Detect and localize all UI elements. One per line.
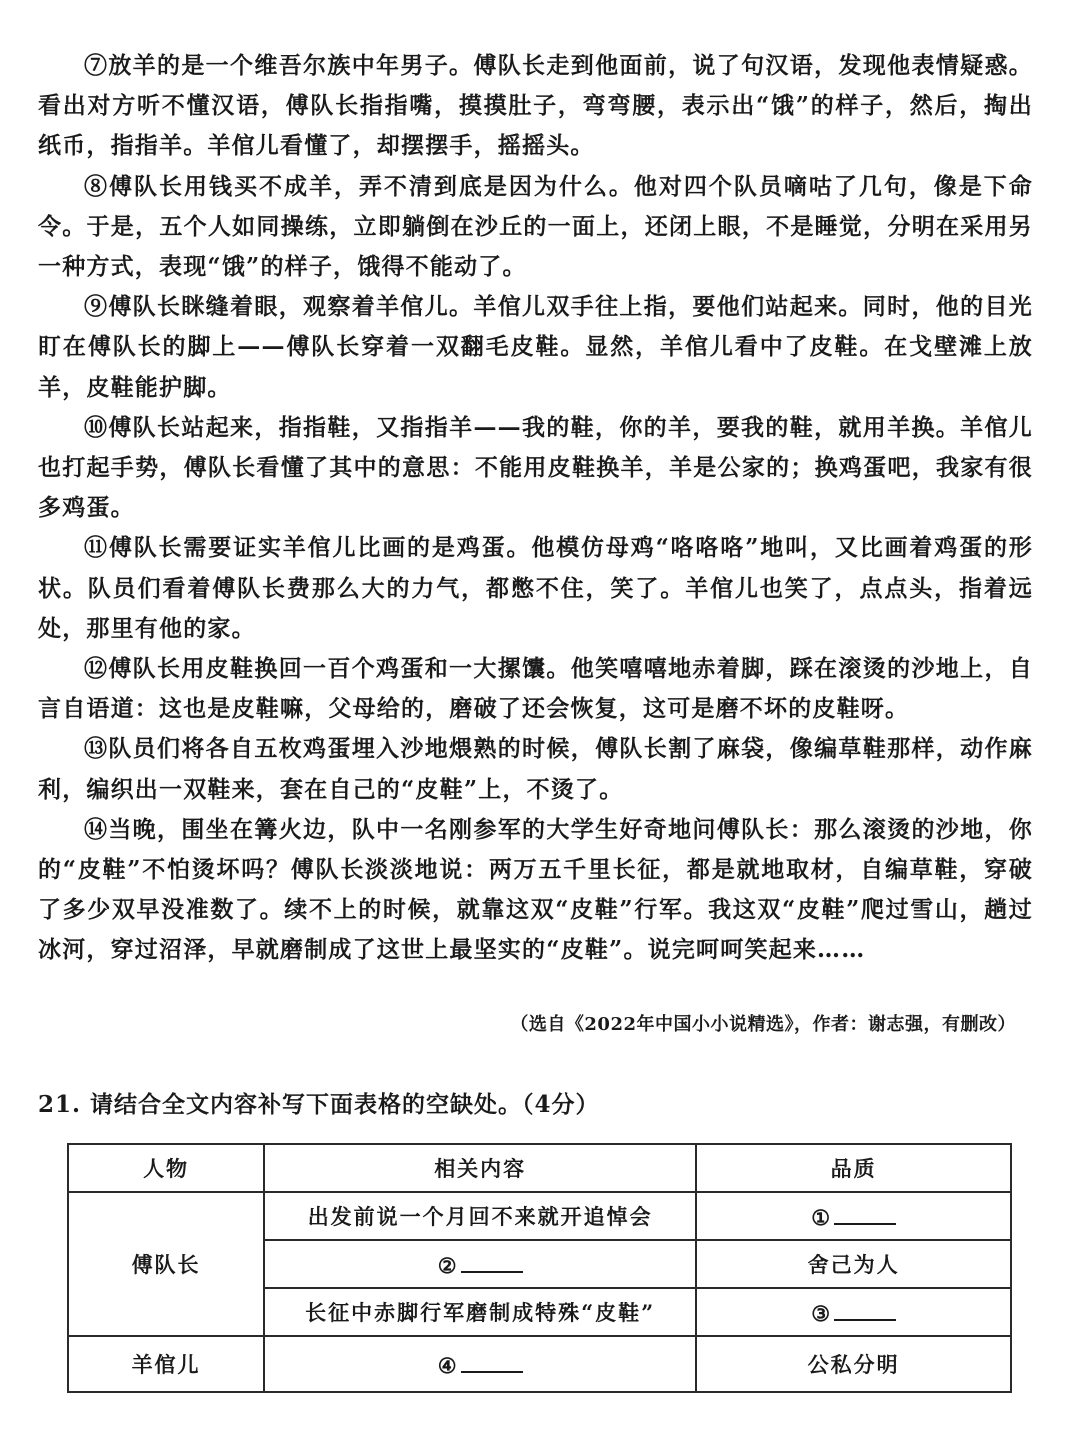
- answer-blank[interactable]: [834, 1299, 896, 1321]
- header-content: 相关内容: [264, 1144, 696, 1192]
- quality-cell-blank[interactable]: [696, 1288, 1011, 1336]
- blank-number: ③: [811, 1300, 833, 1326]
- content-cell-blank[interactable]: [264, 1336, 696, 1392]
- quality-cell: 公私分明: [696, 1336, 1011, 1392]
- blank-number: ④: [437, 1352, 459, 1378]
- content-cell: 出发前说一个月回不来就开追悼会: [264, 1192, 696, 1240]
- header-quality: 品质: [696, 1144, 1011, 1192]
- paragraph-9: ⑨傅队长眯缝着眼，观察着羊倌儿。羊倌儿双手往上指，要他们站起来。同时，他的目光盯在傅队长的脚上——傅队长穿着一双翻毛皮鞋。显然，羊倌儿看中了皮鞋。在戈壁滩上放羊，皮鞋能护脚。: [38, 293, 1033, 401]
- paragraph-8: ⑧傅队长用钱买不成羊，弄不清到底是因为什么。他对四个队员嘀咕了几句，像是下命令。于是，五个人如同操练，立即躺倒在沙丘的一面上，还闭上眼，不是睡觉，分明在采用另一种方式，表现“饿”的样子，饿得不能动了。: [38, 172, 1033, 281]
- reading-passage: [38, 46, 1033, 971]
- paragraph-11: ⑪傅队长需要证实羊倌儿比画的是鸡蛋。他模仿母鸡“咯咯咯”地叫，又比画着鸡蛋的形状。队员们看着傅队长费那么大的力气，都憋不住，笑了。羊倌儿也笑了，点点头，指着远处，那里有他的家。: [38, 534, 1033, 642]
- table-header-row: [68, 1144, 1011, 1192]
- table-row: [68, 1192, 1011, 1240]
- paragraph-12: ⑫傅队长用皮鞋换回一百个鸡蛋和一大摞馕。他笑嘻嘻地赤着脚，踩在滚烫的沙地上，自言自语道：这也是皮鞋嘛，父母给的，磨破了还会恢复，这可是磨不坏的皮鞋呀。: [38, 655, 1033, 723]
- content-cell-blank[interactable]: [264, 1240, 696, 1288]
- paragraph-10: ⑩傅队长站起来，指指鞋，又指指羊——我的鞋，你的羊，要我的鞋，就用羊换。羊倌儿也打起手势，傅队长看懂了其中的意思：不能用皮鞋换羊，羊是公家的；换鸡蛋吧，我家有很多鸡蛋。: [38, 413, 1033, 522]
- paragraph-13: ⑬队员们将各自五枚鸡蛋埋入沙地煨熟的时候，傅队长割了麻袋，像编草鞋那样，动作麻利，编织出一双鞋来，套在自己的“皮鞋”上，不烫了。: [38, 735, 1033, 803]
- answer-table: [67, 1143, 1012, 1393]
- quality-cell: 舍己为人: [696, 1240, 1011, 1288]
- content-cell: 长征中赤脚行军磨制成特殊“皮鞋”: [264, 1288, 696, 1336]
- person-cell-fu: 傅队长: [68, 1192, 264, 1336]
- person-cell-shepherd: 羊倌儿: [68, 1336, 264, 1392]
- header-person: 人物: [68, 1144, 264, 1192]
- source-citation: （选自《2022年中国小小说精选》，作者：谢志强，有删改）: [510, 1014, 1016, 1035]
- paragraph-7: ⑦放羊的是一个维吾尔族中年男子。傅队长走到他面前，说了句汉语，发现他表情疑惑。看出对方听不懂汉语，傅队长指指嘴，摸摸肚子，弯弯腰，表示出“饿”的样子，然后，掏出纸币，指指羊。羊倌儿看懂了，却摆摆手，摇摇头。: [38, 52, 1033, 160]
- table-row: [68, 1336, 1011, 1392]
- paragraph-14: ⑭当晚，围坐在篝火边，队中一名刚参军的大学生好奇地问傅队长：那么滚烫的沙地，你的“皮鞋”不怕烫坏吗？傅队长淡淡地说：两万五千里长征，都是就地取材，自编草鞋，穿破了多少双早没准数了。续不上的时候，就靠这双“皮鞋”行军。我这双“皮鞋”爬过雪山，趟过冰河，穿过沼泽，早就磨制成了这世上最坚实的“皮鞋”。说完呵呵笑起来……: [38, 815, 1033, 964]
- answer-blank[interactable]: [834, 1203, 896, 1225]
- answer-blank[interactable]: [461, 1351, 523, 1373]
- question-21-prompt: 21. 请结合全文内容补写下面表格的空缺处。（4分）: [38, 1091, 600, 1118]
- blank-number: ①: [811, 1204, 833, 1230]
- quality-cell-blank[interactable]: [696, 1192, 1011, 1240]
- blank-number: ②: [437, 1252, 459, 1278]
- answer-blank[interactable]: [461, 1251, 523, 1273]
